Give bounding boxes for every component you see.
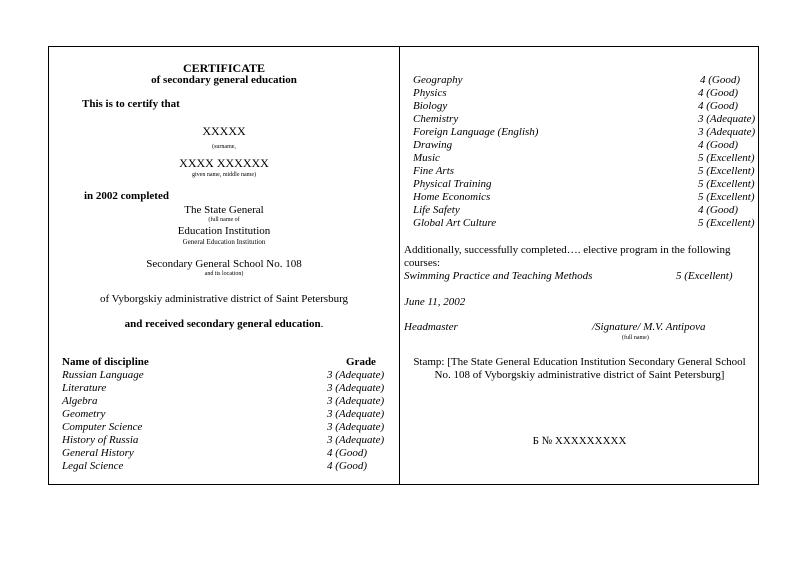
discipline-name: Geometry: [62, 408, 106, 420]
elective-text-line-1: Additionally, successfully completed…. elective program in the following: [404, 244, 731, 256]
discipline-name: Foreign Language (English): [413, 126, 539, 138]
discipline-name: Chemistry: [413, 113, 459, 125]
discipline-name: Biology: [413, 100, 448, 112]
discipline-grade: 3 (Adequate): [327, 434, 385, 446]
institution-caption-2: General Education Institution: [182, 238, 266, 246]
discipline-name: Drawing: [413, 139, 453, 151]
certificate-title: CERTIFICATE: [182, 61, 266, 75]
institution-line-1: The State General: [184, 204, 264, 216]
discipline-name: Algebra: [62, 395, 98, 407]
discipline-name: Music: [413, 152, 440, 164]
elective-text-line-2: courses:: [404, 257, 441, 269]
discipline-grade: 4 (Good): [327, 447, 368, 459]
discipline-name: History of Russia: [62, 434, 139, 446]
surname-caption: (surname,: [212, 144, 236, 150]
received-period: .: [320, 318, 324, 330]
discipline-grade: 5 (Excellent): [698, 217, 755, 229]
certificate-subtitle: of secondary general education: [151, 74, 297, 86]
discipline-name: Life Safety: [413, 204, 460, 216]
discipline-grade: 5 (Excellent): [698, 165, 755, 177]
discipline-name: Legal Science: [62, 460, 124, 472]
signature-caption: (full name): [622, 335, 649, 341]
discipline-name: Literature: [62, 382, 107, 394]
given-name-value: XXXX XXXXXX: [179, 156, 269, 170]
discipline-grade: 4 (Good): [698, 139, 739, 151]
headmaster-signature: /Signature/ M.V. Antipova: [592, 321, 706, 333]
elective-course-name: Swimming Practice and Teaching Methods: [404, 270, 593, 282]
given-name-caption: given name, middle name): [192, 172, 256, 178]
school-name: Secondary General School No. 108: [146, 258, 302, 270]
discipline-grade: 4 (Good): [698, 87, 739, 99]
discipline-grade: 3 (Adequate): [327, 369, 385, 381]
serial-number: Б № XXXXXXXXX: [532, 435, 627, 447]
received-text: [48, 318, 400, 330]
grade-column-header: Grade: [346, 356, 376, 368]
discipline-grade: 5 (Excellent): [698, 178, 755, 190]
institution-line-2: Education Institution: [177, 225, 271, 237]
school-caption: and its location): [204, 271, 244, 277]
discipline-column-header: Name of discipline: [62, 356, 149, 368]
discipline-grade: 5 (Excellent): [698, 152, 755, 164]
discipline-grade: 3 (Adequate): [327, 408, 385, 420]
discipline-grade: 5 (Excellent): [698, 191, 755, 203]
headmaster-label: Headmaster: [404, 321, 458, 333]
elective-course-grade: 5 (Excellent): [676, 270, 733, 282]
discipline-grade: 3 (Adequate): [698, 113, 756, 125]
received-label: and received secondary general education: [124, 318, 321, 330]
discipline-name: Fine Arts: [413, 165, 455, 177]
discipline-name: Physics: [413, 87, 447, 99]
discipline-name: Global Art Culture: [413, 217, 497, 229]
institution-caption-1: (full name of: [208, 217, 240, 223]
district-text: of Vyborgskiy administrative district of Saint Petersburg: [99, 293, 349, 305]
discipline-grade: 3 (Adequate): [327, 421, 385, 433]
discipline-grade: 4 (Good): [698, 204, 739, 216]
discipline-name: General History: [62, 447, 134, 459]
discipline-name: Physical Training: [413, 178, 492, 190]
certify-text: This is to certify that: [82, 98, 180, 110]
discipline-grade: 3 (Adequate): [327, 395, 385, 407]
stamp-line-1: Stamp: [The State General Education Institution Secondary General School: [413, 356, 746, 368]
issue-date: June 11, 2002: [404, 296, 466, 308]
discipline-grade: 4 (Good): [698, 100, 739, 112]
discipline-name: Russian Language: [62, 369, 144, 381]
completed-text: in 2002 completed: [84, 190, 169, 202]
discipline-name: Geography: [413, 74, 463, 86]
discipline-grade: 4 (Good): [327, 460, 368, 472]
stamp-line-2: No. 108 of Vyborgskiy administrative district of Saint Petersburg]: [434, 369, 725, 381]
discipline-name: Computer Science: [62, 421, 143, 433]
discipline-grade: 4 (Good): [700, 74, 741, 86]
discipline-grade: 3 (Adequate): [698, 126, 756, 138]
discipline-grade: 3 (Adequate): [327, 382, 385, 394]
discipline-name: Home Economics: [413, 191, 491, 203]
surname-value: XXXXX: [202, 124, 246, 138]
